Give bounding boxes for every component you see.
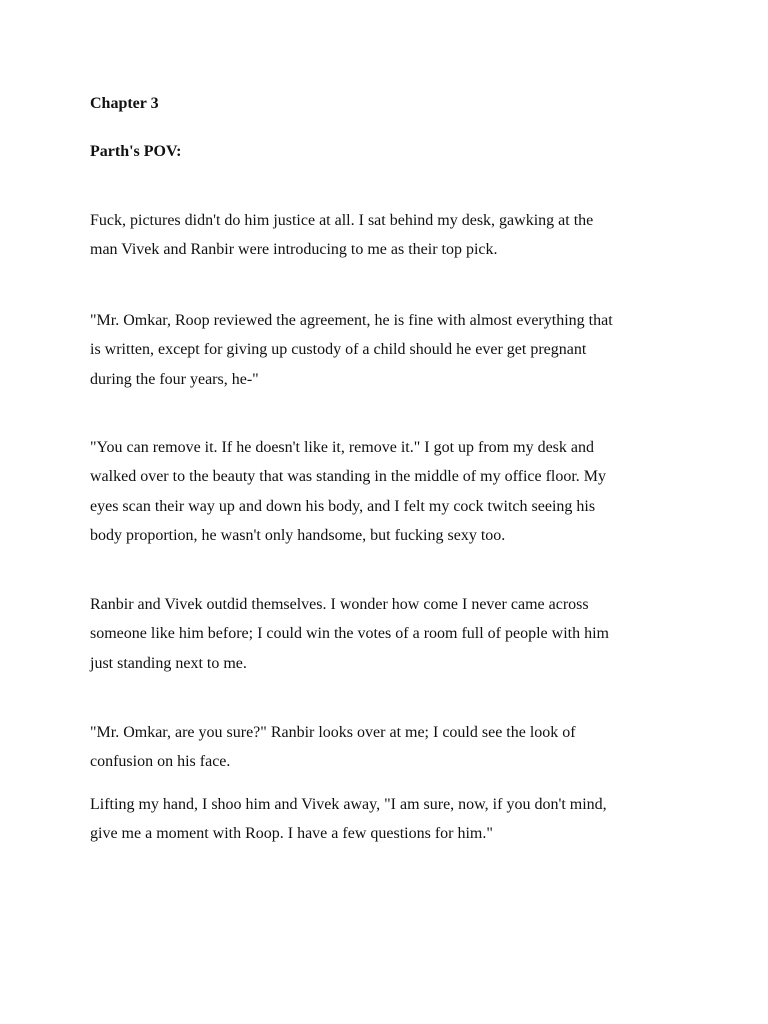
paragraph-line: man Vivek and Ranbir were introducing to me as their top pick. bbox=[90, 241, 498, 259]
pov-heading: Parth's POV: bbox=[90, 143, 182, 160]
paragraph-4 bbox=[90, 590, 670, 678]
paragraph-line: Ranbir and Vivek outdid themselves. I wonder how come I never came across bbox=[90, 596, 589, 613]
paragraph-3 bbox=[90, 433, 670, 550]
paragraph-line: just standing next to me. bbox=[90, 654, 247, 672]
paragraph-6 bbox=[90, 790, 670, 849]
paragraph-line: someone like him before; I could win the votes of a room full of people with him bbox=[90, 625, 609, 643]
paragraph-2 bbox=[90, 306, 670, 394]
paragraph-line: during the four years, he-" bbox=[90, 370, 259, 388]
chapter-title: Chapter 3 bbox=[90, 95, 159, 112]
paragraph-line: Lifting my hand, I shoo him and Vivek away, "I am sure, now, if you don't mind, bbox=[90, 796, 607, 813]
paragraph-line: is written, except for giving up custody of a child should he ever get pregnant bbox=[90, 341, 587, 359]
paragraph-line: "Mr. Omkar, Roop reviewed the agreement, he is fine with almost everything that bbox=[90, 312, 613, 329]
paragraph-line: "You can remove it. If he doesn't like it, remove it." I got up from my desk and bbox=[90, 439, 594, 456]
paragraph-line: confusion on his face. bbox=[90, 753, 231, 771]
paragraph-line: "Mr. Omkar, are you sure?" Ranbir looks over at me; I could see the look of bbox=[90, 724, 576, 741]
paragraph-5 bbox=[90, 718, 670, 777]
paragraph-line: body proportion, he wasn't only handsome, but fucking sexy too. bbox=[90, 526, 506, 544]
paragraph-line: Fuck, pictures didn't do him justice at all. I sat behind my desk, gawking at the bbox=[90, 212, 594, 229]
paragraph-line: eyes scan their way up and down his body, and I felt my cock twitch seeing his bbox=[90, 497, 596, 515]
paragraph-line: give me a moment with Roop. I have a few questions for him." bbox=[90, 825, 493, 843]
paragraph-line: walked over to the beauty that was standing in the middle of my office floor. My bbox=[90, 468, 607, 486]
paragraph-1 bbox=[90, 206, 670, 265]
